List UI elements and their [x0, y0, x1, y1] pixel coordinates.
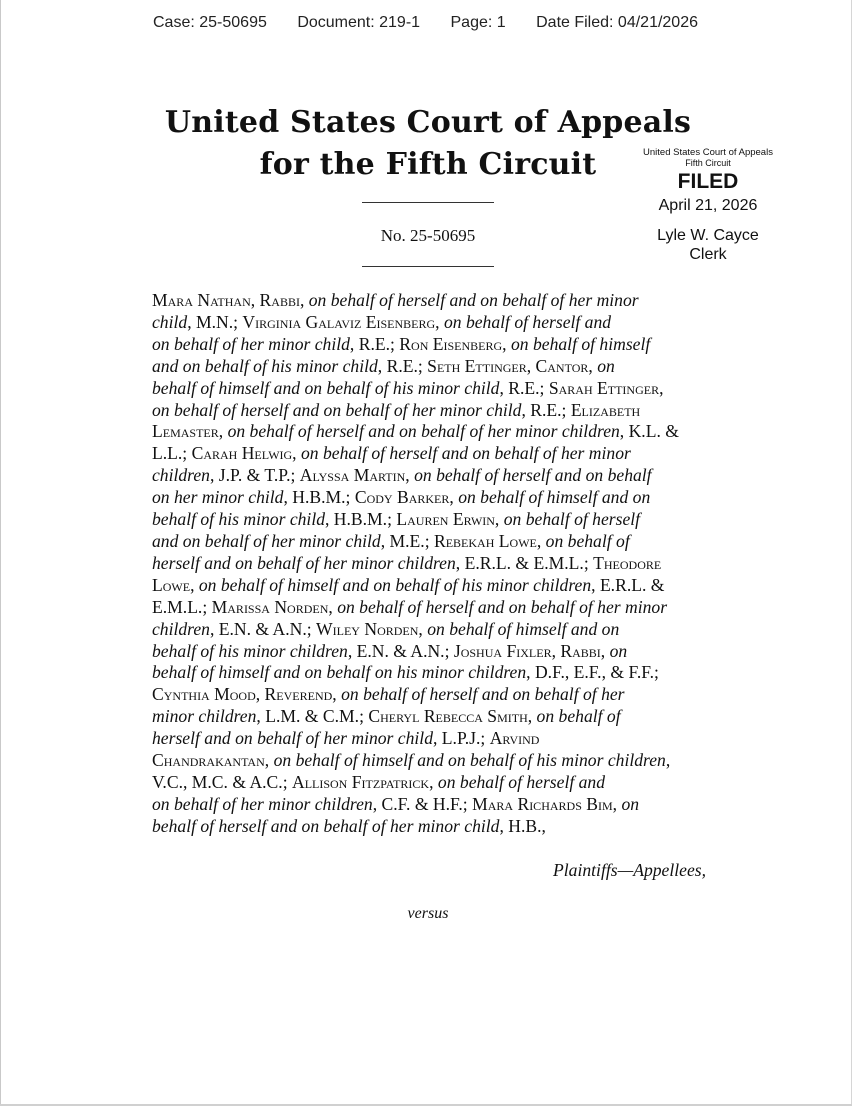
party-name: Theodore — [593, 552, 662, 573]
party-initials: , H.B., — [499, 815, 546, 836]
party-capacity: minor children — [152, 706, 257, 727]
parties-list — [152, 290, 712, 838]
party-initials: , M.E.; — [380, 530, 434, 551]
court-title — [150, 102, 706, 186]
party-initials: , K.L. & — [619, 421, 679, 442]
party-name: Sarah Ettinger, — [548, 377, 664, 398]
party-capacity: behalf of his minor child — [152, 509, 325, 530]
party-name: Mara Nathan, Rabbi, — [152, 290, 309, 310]
party-capacity: on behalf of — [536, 706, 621, 727]
party-name: Lemaster, — [152, 421, 228, 442]
party-capacity: behalf of his minor children — [152, 640, 348, 661]
party-capacity: behalf of herself and on behalf of her minor child — [152, 815, 500, 836]
parties-line — [152, 312, 712, 334]
party-initials: , R.E.; — [521, 399, 571, 420]
party-initials: , L.M. & C.M.; — [256, 706, 369, 727]
party-initials: , E.R.L. & E.M.L.; — [455, 552, 594, 573]
parties-line — [152, 575, 712, 597]
court-title-line: for the Fifth Circuit — [259, 147, 597, 182]
page-edge — [0, 0, 1, 1106]
party-name: Joshua Fixler, Rabbi, — [453, 640, 610, 661]
party-name: Chandrakantan, — [152, 750, 274, 771]
parties-line — [152, 443, 712, 465]
party-capacity: and on behalf of his minor child — [152, 355, 378, 376]
party-capacity: child — [152, 311, 188, 332]
party-initials: , — [665, 750, 671, 771]
parties-line — [152, 641, 712, 663]
parties-line — [152, 290, 712, 312]
case-number: No. 25-50695 — [380, 226, 476, 245]
party-initials: E.M.L.; — [152, 596, 212, 617]
divider — [362, 266, 494, 267]
parties-line — [152, 509, 712, 531]
filed-stamp — [630, 147, 786, 264]
divider — [362, 202, 494, 203]
parties-line — [152, 728, 712, 750]
party-capacity: on behalf of himself and on — [458, 487, 651, 508]
party-capacity: on behalf of herself and on behalf — [414, 465, 652, 486]
party-initials: L.L.; — [152, 443, 192, 464]
stamp-clerk-title: Clerk — [689, 246, 727, 263]
parties-line — [152, 794, 712, 816]
parties-line — [152, 465, 712, 487]
party-initials: , C.F. & H.F.; — [372, 793, 473, 814]
party-name: Mara Richards Bim, — [472, 793, 622, 814]
party-name: Lowe, — [152, 574, 199, 595]
party-name: Carah Helwig, — [191, 443, 301, 464]
stamp-circuit: Fifth Circuit — [685, 158, 731, 168]
party-capacity: on behalf of himself and on behalf of his minor children — [273, 750, 666, 771]
document-number-header: Document: 219-1 — [297, 14, 421, 31]
parties-line — [152, 662, 712, 684]
party-name: Cheryl Rebecca Smith, — [368, 706, 537, 727]
party-initials: , D.F., E.F., & F.F.; — [526, 662, 659, 683]
party-capacity: herself and on behalf of her minor children — [152, 552, 456, 573]
party-initials: , E.N. & A.N.; — [347, 640, 454, 661]
party-name: Seth Ettinger, Cantor, — [427, 355, 598, 376]
party-capacity: children — [152, 618, 210, 639]
party-capacity: on — [597, 355, 615, 376]
party-initials: , H.B.M.; — [283, 487, 355, 508]
party-initials: , R.E.; — [349, 333, 400, 354]
parties-line — [152, 553, 712, 575]
party-name: Rebekah Lowe, — [433, 530, 546, 551]
parties-line — [152, 706, 712, 728]
court-title-line: United States Court of Appeals — [164, 105, 692, 140]
parties-line — [152, 378, 712, 400]
party-name: Cynthia Mood, Reverend, — [152, 684, 342, 705]
versus-label: versus — [407, 905, 449, 922]
party-capacity: on behalf of herself and on behalf of her minor — [337, 596, 668, 617]
party-capacity: on her minor child — [152, 487, 284, 508]
parties-line — [152, 750, 712, 772]
parties-line — [152, 421, 712, 443]
party-capacity: on behalf of herself and — [443, 311, 612, 332]
party-capacity: on behalf of her minor child — [152, 333, 350, 354]
party-capacity: on behalf of herself and — [437, 771, 606, 792]
party-capacity: on behalf of herself and on behalf of her minor — [300, 443, 631, 464]
party-initials: , J.P. & T.P.; — [209, 465, 300, 486]
party-initials: , E.R.L. & — [591, 574, 665, 595]
parties-line — [152, 816, 712, 838]
party-name: Virginia Galaviz Eisenberg, — [242, 311, 444, 332]
party-initials: , R.E.; — [377, 355, 428, 376]
party-capacity: on behalf of herself — [503, 509, 641, 530]
party-capacity: on behalf of himself — [510, 333, 651, 354]
party-capacity: children — [152, 465, 210, 486]
parties-line — [152, 531, 712, 553]
party-name: Alyssa Martin, — [299, 465, 415, 486]
party-initials: , H.B.M.; — [325, 509, 397, 530]
party-capacity: herself and on behalf of her minor child — [152, 728, 433, 749]
party-initials: , M.N.; — [187, 311, 243, 332]
page-number-header: Page: 1 — [450, 14, 506, 31]
party-capacity: on behalf of herself and on behalf of her minor child — [152, 399, 522, 420]
party-capacity: on behalf of himself and on — [427, 618, 620, 639]
party-capacity: on behalf of herself and on behalf of her — [341, 684, 625, 705]
party-name: Wiley Norden, — [316, 618, 428, 639]
party-initials: V.C., M.C. & A.C.; — [152, 771, 292, 792]
party-name: Allison Fitzpatrick, — [291, 771, 438, 792]
party-role: Plaintiffs—Appellees, — [553, 860, 706, 880]
stamp-clerk-name: Lyle W. Cayce — [657, 227, 759, 244]
party-capacity: behalf of himself and on behalf on his minor children — [152, 662, 527, 683]
party-capacity: on behalf of — [545, 530, 630, 551]
party-capacity: on behalf of himself and on behalf of his minor children — [198, 574, 592, 595]
filing-header — [153, 14, 724, 32]
parties-line — [152, 619, 712, 641]
party-name: Lauren Erwin, — [396, 509, 504, 530]
case-number-header: Case: 25-50695 — [153, 14, 267, 31]
party-capacity: behalf of himself and on behalf of his minor child — [152, 377, 500, 398]
parties-line — [152, 356, 712, 378]
party-name: Arvind — [489, 728, 540, 749]
stamp-court: United States Court of Appeals — [643, 147, 773, 158]
party-initials: , E.N. & A.N.; — [209, 618, 317, 639]
party-name: Cody Barker, — [354, 487, 459, 508]
parties-line — [152, 400, 712, 422]
parties-line — [152, 334, 712, 356]
party-capacity: and on behalf of her minor child — [152, 530, 381, 551]
party-name: Ron Eisenberg, — [399, 333, 511, 354]
date-filed-header: Date Filed: 04/21/2026 — [536, 14, 698, 31]
stamp-status: FILED — [677, 170, 739, 193]
party-initials: , R.E.; — [499, 377, 549, 398]
parties-line — [152, 772, 712, 794]
parties-line — [152, 597, 712, 619]
parties-line — [152, 684, 712, 706]
party-capacity: on behalf of herself and on behalf of her minor — [308, 290, 639, 310]
parties-line — [152, 487, 712, 509]
stamp-date: April 21, 2026 — [658, 197, 758, 214]
party-capacity: on — [621, 793, 640, 814]
party-capacity: on behalf of her minor children — [152, 793, 373, 814]
party-capacity: on behalf of herself and on behalf of her minor children — [227, 421, 620, 442]
party-capacity: on — [609, 640, 628, 661]
party-initials: , L.P.J.; — [433, 728, 490, 749]
party-name: Marissa Norden, — [211, 596, 338, 617]
party-name: Elizabeth — [570, 399, 641, 420]
